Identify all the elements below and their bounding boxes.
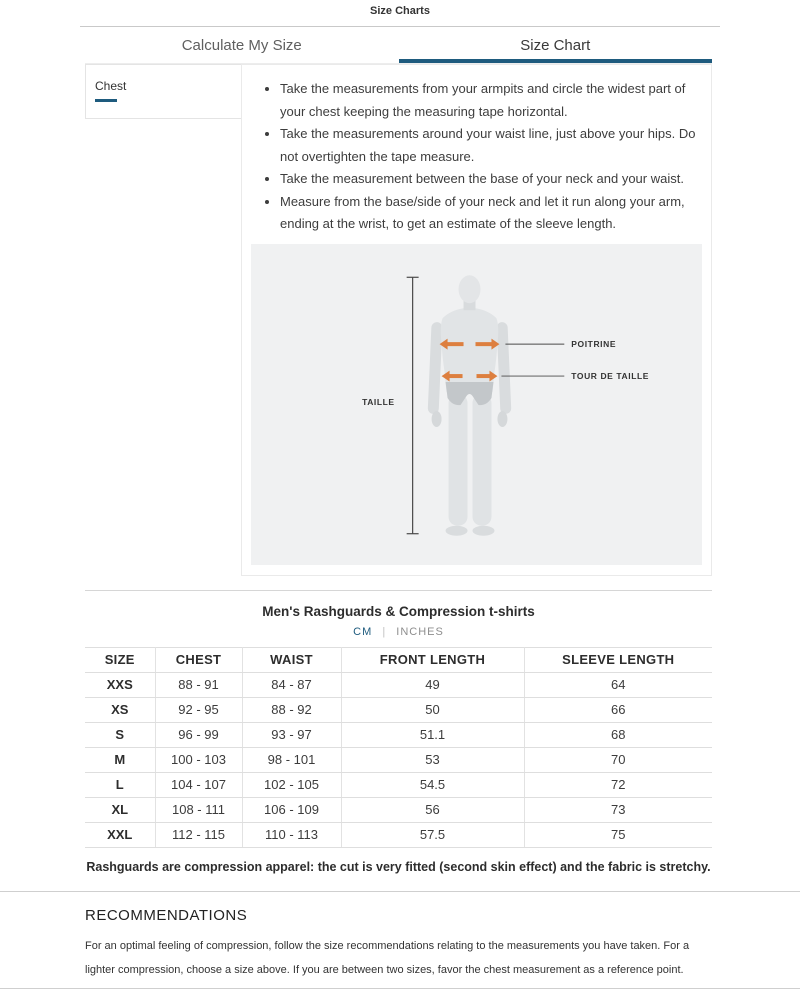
height-label: TAILLE (362, 396, 395, 407)
table-row (85, 672, 712, 697)
page-header (0, 0, 800, 26)
instruction-item: • Take the measurements around your waist line, just above your hips. Do not overtighten the tape measure. (280, 123, 705, 168)
size-table (85, 647, 712, 848)
column-header: FRONT LENGTH (341, 647, 524, 672)
unit-inches-button[interactable]: INCHES (396, 625, 444, 638)
value-cell: 75 (524, 822, 712, 847)
value-cell: 56 (341, 797, 524, 822)
table-row (85, 772, 712, 797)
value-cell: 93 - 97 (242, 722, 341, 747)
value-cell: 88 - 92 (242, 697, 341, 722)
tab-size-chart[interactable]: Size Chart (399, 27, 713, 63)
value-cell: 54.5 (341, 772, 524, 797)
instruction-item: • Measure from the base/side of your neck and let it run along your arm, ending at the wrist, to get an estimate of the sleeve length. (280, 191, 705, 236)
value-cell: 102 - 105 (242, 772, 341, 797)
table-row (85, 747, 712, 772)
value-cell: 57.5 (341, 822, 524, 847)
recommendations-body: For an optimal feeling of compression, follow the size recommendations relating to the measurements you have taken. For a lighter compression, choose a size above. If you are between two sizes, favor the chest measurement as a reference point. (85, 939, 690, 976)
value-cell: 49 (341, 672, 524, 697)
unit-cm-button[interactable]: CM (353, 625, 373, 638)
body-diagram-svg (251, 244, 702, 565)
value-cell: 64 (524, 672, 712, 697)
measure-nav (85, 64, 242, 119)
height-measure-line (407, 277, 419, 533)
unit-toggle (85, 626, 712, 638)
table-row (85, 722, 712, 747)
value-cell: 106 - 109 (242, 797, 341, 822)
tab-calculate-my-size[interactable]: Calculate My Size (181, 37, 302, 54)
size-cell: XXL (85, 822, 155, 847)
column-header: CHEST (155, 647, 242, 672)
nav-item-chest[interactable] (86, 65, 241, 102)
column-header: SLEEVE LENGTH (524, 647, 712, 672)
mannequin-figure (428, 275, 512, 535)
value-cell: 51.1 (341, 722, 524, 747)
table-row (85, 822, 712, 847)
size-cell: XL (85, 797, 155, 822)
value-cell: 104 - 107 (155, 772, 242, 797)
chest-label: POITRINE (571, 338, 617, 349)
column-header: WAIST (242, 647, 341, 672)
compression-note: Rashguards are compression apparel: the cut is very fitted (second skin effect) and the fabric is stretchy. (86, 859, 711, 874)
instruction-item: • Take the measurements from your armpits and circle the widest part of your chest keeping the measuring tape horizontal. (280, 78, 705, 123)
value-cell: 68 (524, 722, 712, 747)
table-row (85, 697, 712, 722)
size-cell: XS (85, 697, 155, 722)
main-content (85, 27, 712, 874)
waist-label: TOUR DE TAILLE (571, 370, 649, 381)
section-divider (85, 590, 712, 591)
size-cell: S (85, 722, 155, 747)
recommendations-divider (0, 891, 800, 892)
value-cell: 72 (524, 772, 712, 797)
value-cell: 108 - 111 (155, 797, 242, 822)
active-nav-underline (95, 99, 117, 102)
nav-item-chest-label: Chest (95, 79, 127, 93)
tab-bar (85, 27, 712, 64)
page-title: Size Charts (370, 5, 430, 17)
size-cell: M (85, 747, 155, 772)
value-cell: 84 - 87 (242, 672, 341, 697)
value-cell: 112 - 115 (155, 822, 242, 847)
measurement-panel (241, 64, 712, 576)
size-chart-title: Men's Rashguards & Compression t-shirts (262, 603, 535, 619)
measurement-section (85, 64, 712, 576)
value-cell: 98 - 101 (242, 747, 341, 772)
value-cell: 96 - 99 (155, 722, 242, 747)
size-cell: XXS (85, 672, 155, 697)
value-cell: 53 (341, 747, 524, 772)
recommendations-section (85, 907, 712, 982)
size-cell: L (85, 772, 155, 797)
size-table-header-row (85, 647, 712, 672)
column-header: SIZE (85, 647, 155, 672)
size-table-body (85, 672, 712, 847)
measurement-diagram (251, 244, 702, 565)
unit-separator: | (382, 625, 387, 638)
value-cell: 73 (524, 797, 712, 822)
value-cell: 92 - 95 (155, 697, 242, 722)
value-cell: 70 (524, 747, 712, 772)
instruction-list (254, 78, 705, 236)
instruction-item: • Take the measurement between the base of your neck and your waist. (280, 168, 705, 191)
value-cell: 100 - 103 (155, 747, 242, 772)
table-row (85, 797, 712, 822)
value-cell: 50 (341, 697, 524, 722)
recommendations-heading: RECOMMENDATIONS (85, 906, 248, 924)
value-cell: 66 (524, 697, 712, 722)
value-cell: 110 - 113 (242, 822, 341, 847)
value-cell: 88 - 91 (155, 672, 242, 697)
bottom-divider (0, 988, 800, 989)
